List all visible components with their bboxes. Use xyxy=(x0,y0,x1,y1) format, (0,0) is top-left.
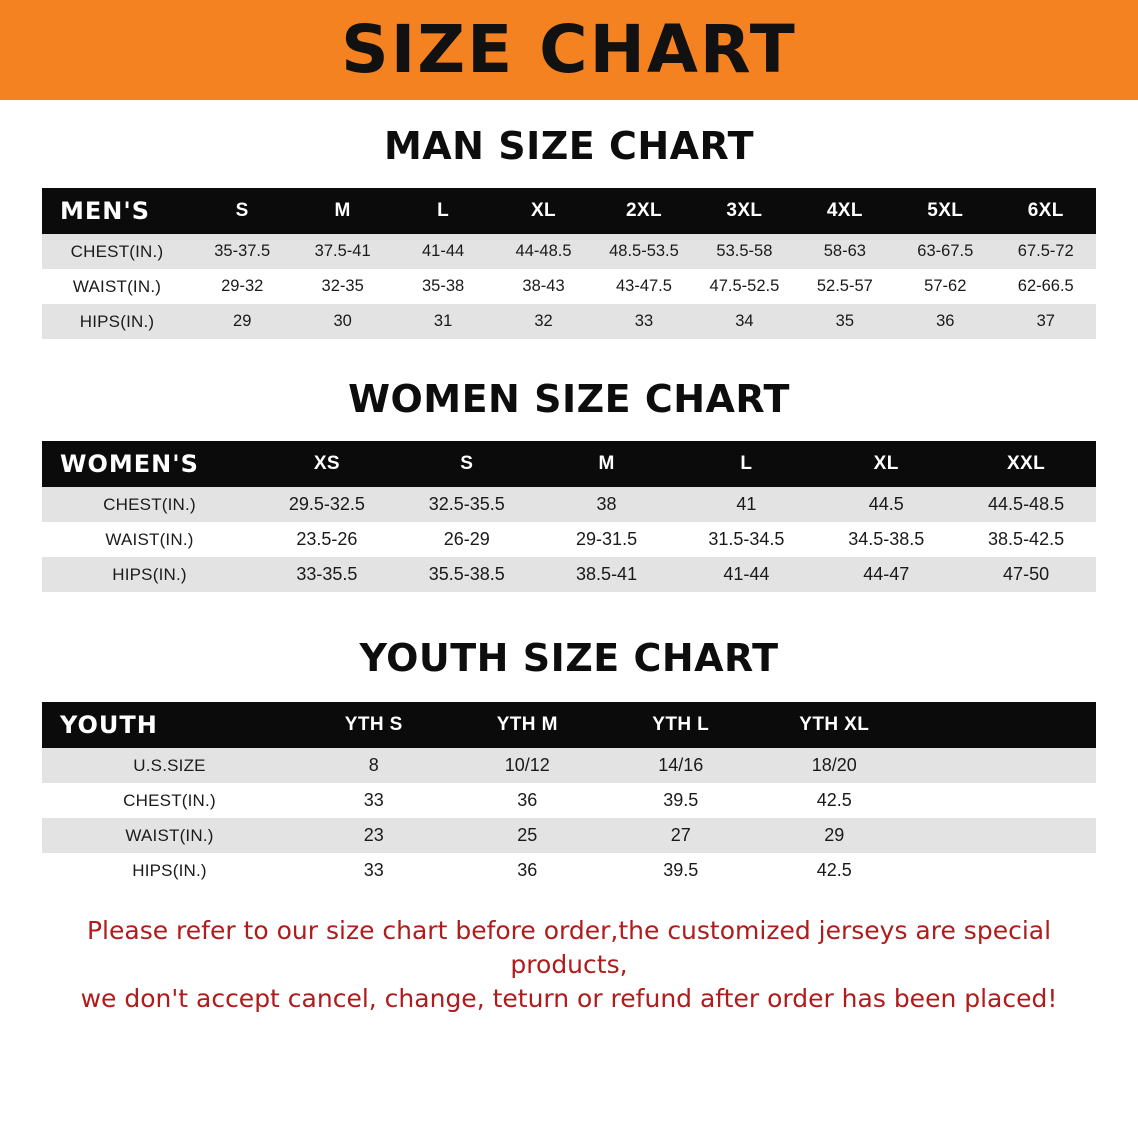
cell: 38 xyxy=(537,487,677,522)
man-section-heading: MAN SIZE CHART xyxy=(383,124,755,168)
cell: 39.5 xyxy=(604,853,758,888)
col-header-yth-xl: YTH XL xyxy=(799,714,870,735)
cell: 36 xyxy=(895,304,995,339)
row-label-hips: HIPS(IN.) xyxy=(42,557,257,592)
cell: 35-37.5 xyxy=(192,234,292,269)
cell: 44-47 xyxy=(816,557,956,592)
cell: 29.5-32.5 xyxy=(257,487,397,522)
cell: 35 xyxy=(795,304,895,339)
cell-spacer xyxy=(911,783,1096,818)
cell: 23 xyxy=(297,818,451,853)
disclaimer-note xyxy=(40,914,1098,1015)
women-size-table xyxy=(42,441,1096,592)
col-header-yth-m: YTH M xyxy=(496,714,558,735)
cell: 33 xyxy=(297,783,451,818)
cell: 29-32 xyxy=(192,269,292,304)
cell: 43-47.5 xyxy=(594,269,694,304)
cell: 36 xyxy=(451,783,605,818)
cell: 37.5-41 xyxy=(292,234,392,269)
cell: 44.5-48.5 xyxy=(956,487,1096,522)
col-header-xxl: XXL xyxy=(1006,453,1046,474)
cell: 34.5-38.5 xyxy=(816,522,956,557)
col-header-xs: XS xyxy=(313,453,340,474)
table-row xyxy=(42,522,1096,557)
cell: 53.5-58 xyxy=(694,234,794,269)
man-table-wrap xyxy=(42,188,1096,339)
cell: 38-43 xyxy=(493,269,593,304)
cell: 67.5-72 xyxy=(996,234,1097,269)
cell: 30 xyxy=(292,304,392,339)
col-header-m: M xyxy=(334,200,351,221)
col-header-5xl: 5XL xyxy=(927,200,964,221)
cell: 25 xyxy=(451,818,605,853)
page-title: SIZE CHART xyxy=(341,11,797,88)
col-header-xl: XL xyxy=(873,453,899,474)
col-header-yth-s: YTH S xyxy=(344,714,403,735)
cell: 27 xyxy=(604,818,758,853)
col-header-2xl: 2XL xyxy=(625,200,662,221)
cell: 47.5-52.5 xyxy=(694,269,794,304)
cell-spacer xyxy=(911,853,1096,888)
table-row xyxy=(42,487,1096,522)
cell: 44.5 xyxy=(816,487,956,522)
col-header-yth-l: YTH L xyxy=(652,714,710,735)
cell: 33 xyxy=(297,853,451,888)
table-header-row xyxy=(42,441,1096,487)
row-label-chest: CHEST(IN.) xyxy=(42,783,297,818)
row-label-us-size: U.S.SIZE xyxy=(42,748,297,783)
cell: 62-66.5 xyxy=(996,269,1097,304)
cell: 23.5-26 xyxy=(257,522,397,557)
cell: 58-63 xyxy=(795,234,895,269)
table-row xyxy=(42,304,1096,339)
disclaimer-line-1: Please refer to our size chart before order,the customized jerseys are special products, xyxy=(86,916,1052,979)
col-header-womens: WOMEN'S xyxy=(60,450,199,478)
youth-table-wrap xyxy=(42,702,1096,888)
row-label-chest: CHEST(IN.) xyxy=(42,234,192,269)
cell: 29-31.5 xyxy=(537,522,677,557)
cell: 48.5-53.5 xyxy=(594,234,694,269)
cell: 32.5-35.5 xyxy=(397,487,537,522)
man-size-table xyxy=(42,188,1096,339)
banner xyxy=(0,0,1138,100)
table-row xyxy=(42,783,1096,818)
row-label-waist: WAIST(IN.) xyxy=(42,522,257,557)
cell: 52.5-57 xyxy=(795,269,895,304)
table-header-row xyxy=(42,702,1096,748)
table-header-row xyxy=(42,188,1096,234)
cell: 42.5 xyxy=(758,853,912,888)
cell: 32-35 xyxy=(292,269,392,304)
cell: 29 xyxy=(192,304,292,339)
cell: 33-35.5 xyxy=(257,557,397,592)
row-label-hips: HIPS(IN.) xyxy=(42,853,297,888)
cell: 42.5 xyxy=(758,783,912,818)
row-label-hips: HIPS(IN.) xyxy=(42,304,192,339)
cell: 38.5-41 xyxy=(537,557,677,592)
col-header-l: L xyxy=(740,453,753,474)
cell: 47-50 xyxy=(956,557,1096,592)
col-header-l: L xyxy=(437,200,450,221)
cell: 36 xyxy=(451,853,605,888)
col-header-3xl: 3XL xyxy=(726,200,763,221)
cell: 41 xyxy=(676,487,816,522)
col-header-m: M xyxy=(598,453,615,474)
col-header-mens: MEN'S xyxy=(60,197,150,225)
youth-section-heading: YOUTH SIZE CHART xyxy=(359,636,779,680)
cell: 8 xyxy=(297,748,451,783)
col-header-youth: YOUTH xyxy=(60,711,158,739)
table-row xyxy=(42,557,1096,592)
col-header-4xl: 4XL xyxy=(826,200,863,221)
cell: 29 xyxy=(758,818,912,853)
cell: 32 xyxy=(493,304,593,339)
cell: 41-44 xyxy=(393,234,493,269)
cell: 41-44 xyxy=(676,557,816,592)
col-header-6xl: 6XL xyxy=(1027,200,1064,221)
table-row xyxy=(42,234,1096,269)
disclaimer-line-2: we don't accept cancel, change, teturn or refund after order has been placed! xyxy=(80,983,1058,1013)
table-row xyxy=(42,818,1096,853)
cell-spacer xyxy=(911,818,1096,853)
row-label-waist: WAIST(IN.) xyxy=(42,818,297,853)
youth-size-table xyxy=(42,702,1096,888)
cell: 63-67.5 xyxy=(895,234,995,269)
cell-spacer xyxy=(911,748,1096,783)
women-table-wrap xyxy=(42,441,1096,592)
row-label-chest: CHEST(IN.) xyxy=(42,487,257,522)
cell: 31.5-34.5 xyxy=(676,522,816,557)
women-section-heading: WOMEN SIZE CHART xyxy=(348,377,790,421)
cell: 33 xyxy=(594,304,694,339)
cell: 38.5-42.5 xyxy=(956,522,1096,557)
col-header-spacer xyxy=(911,702,1096,748)
cell: 57-62 xyxy=(895,269,995,304)
cell: 35-38 xyxy=(393,269,493,304)
cell: 34 xyxy=(694,304,794,339)
table-row xyxy=(42,748,1096,783)
cell: 39.5 xyxy=(604,783,758,818)
cell: 14/16 xyxy=(604,748,758,783)
cell: 26-29 xyxy=(397,522,537,557)
col-header-s: S xyxy=(235,200,249,221)
col-header-xl: XL xyxy=(530,200,557,221)
table-row xyxy=(42,853,1096,888)
cell: 10/12 xyxy=(451,748,605,783)
col-header-s: S xyxy=(460,453,474,474)
table-row xyxy=(42,269,1096,304)
cell: 31 xyxy=(393,304,493,339)
row-label-waist: WAIST(IN.) xyxy=(42,269,192,304)
cell: 37 xyxy=(996,304,1097,339)
cell: 44-48.5 xyxy=(493,234,593,269)
cell: 35.5-38.5 xyxy=(397,557,537,592)
cell: 18/20 xyxy=(758,748,912,783)
